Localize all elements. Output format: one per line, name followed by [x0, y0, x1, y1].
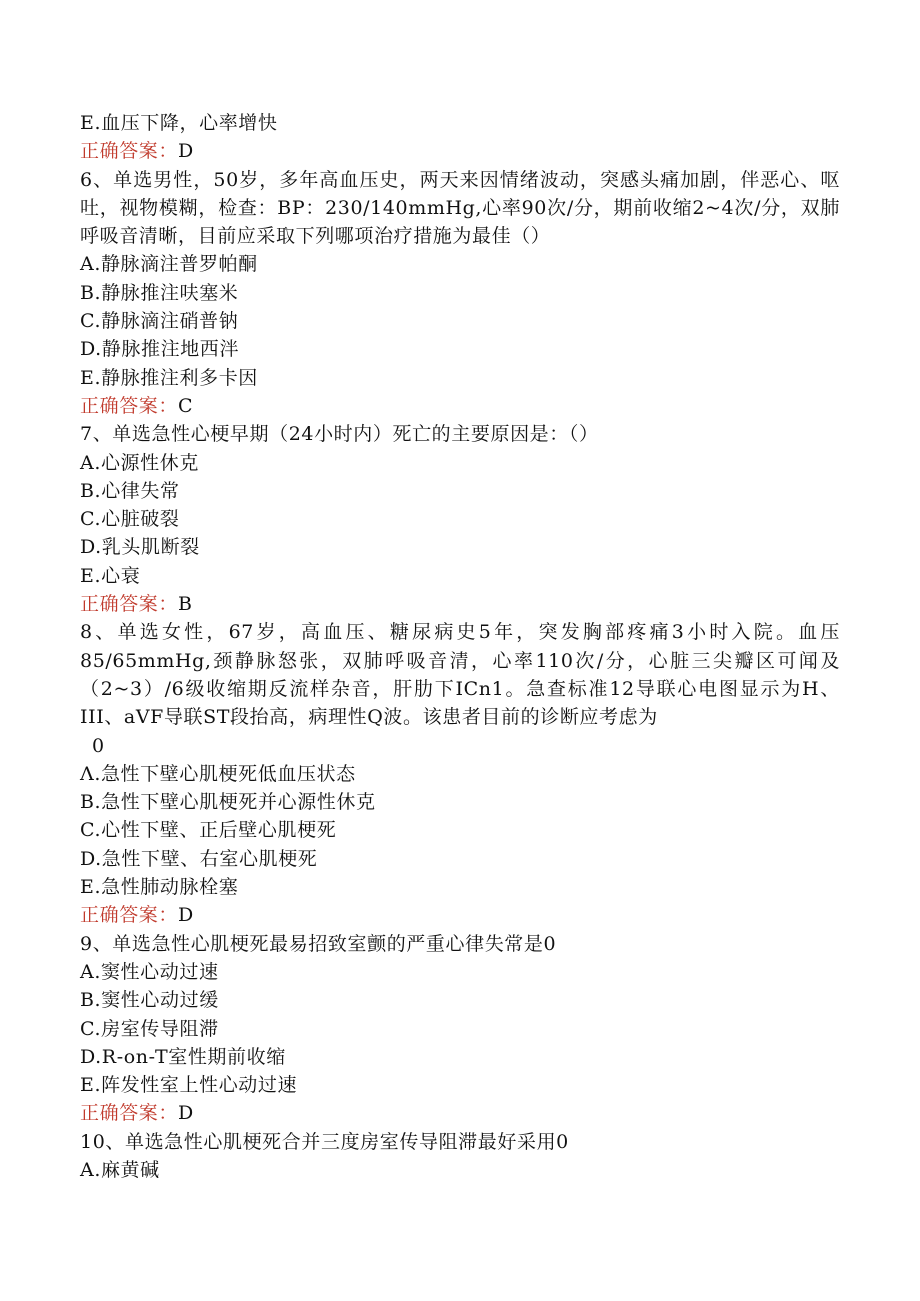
q9-option-b: B.窦性心动过缓: [80, 989, 219, 1012]
document-page: [80, 109, 840, 1184]
q9-option-a: A.窦性心动过速: [80, 960, 219, 983]
answer-value: B: [178, 593, 193, 616]
q8-answer: [80, 901, 840, 929]
q9-option-c: C.房室传导阻滞: [80, 1017, 219, 1040]
q9-option-d: D.R-on-T室性期前收缩: [80, 1045, 286, 1068]
q7-stem: 7、单选急性心梗早期（24小时内）死亡的主要原因是：（）: [80, 423, 599, 446]
q6-option-a: A.静脉滴注普罗帕酮: [80, 253, 258, 276]
q7-option-d: D.乳头肌断裂: [80, 536, 200, 559]
answer-value: C: [178, 394, 194, 417]
q6-option-c: C.静脉滴注硝普钠: [80, 310, 239, 333]
q6-stem: 6、单选男性，50岁，多年高血压史，两天来因情绪波动，突感头痛加剧，伴恶心、呕吐，视物模糊，检查：BP：230/140mmHg,心率90次/分，期前收缩2~4次/分，双肺呼吸音清晰，目前应采取下列哪项治疗措施为最佳（）: [80, 168, 840, 248]
answer-label: 正确答案：: [80, 394, 179, 417]
answer-label: 正确答案：: [80, 140, 179, 163]
answer-label: 正确答案：: [80, 593, 179, 616]
answer-label: 正确答案：: [80, 1102, 179, 1125]
q8-option-c: C.心性下壁、正后壁心肌梗死: [80, 819, 337, 842]
q7-option-a: A.心源性休克: [80, 451, 199, 474]
q8-option-b: B.急性下壁心肌梗死并心源性休克: [80, 791, 376, 814]
q7-answer: [80, 590, 840, 618]
q7-option-e: E.心衰: [80, 564, 141, 587]
q8-stem: 8、单选女性，67岁，高血压、糖尿病史5年，突发胸部疼痛3小时入院。血压85/65mmHg,颈静脉怒张，双肺呼吸音清，心率110次/分，心脏三尖瓣区可闻及（2~3）/6级收缩期反流样杂音，肝肋下ICn1。急查标准12导联心电图显示为H、III、aVF导联ST段抬高，病理性Q波。该患者目前的诊断应考虑为: [80, 621, 840, 729]
q7-option-c: C.心脏破裂: [80, 508, 180, 531]
q5-answer: [80, 137, 840, 165]
q9-answer: [80, 1099, 840, 1127]
q8-option-d: D.急性下壁、右室心肌梗死: [80, 847, 318, 870]
q9-stem: 9、单选急性心肌梗死最易招致室颤的严重心律失常是0: [80, 932, 557, 955]
q6-option-d: D.静脉推注地西泮: [80, 338, 239, 361]
q6-answer: [80, 392, 840, 420]
q10-option-a: A.麻黄碱: [80, 1158, 160, 1181]
q7-option-b: B.心律失常: [80, 479, 180, 502]
q6-option-b: B.静脉推注呋塞米: [80, 281, 239, 304]
q8-option-a: Λ.急性下壁心肌梗死低血压状态: [80, 762, 356, 785]
q8-stem-tail: 0: [92, 734, 105, 757]
q10-stem: 10、单选急性心肌梗死合并三度房室传导阻滞最好采用0: [80, 1130, 569, 1153]
q8-option-e: E.急性肺动脉栓塞: [80, 876, 239, 899]
answer-value: D: [178, 904, 194, 927]
q5-option-e: E.血压下降，心率增快: [80, 112, 278, 134]
q6-option-e: E.静脉推注利多卡因: [80, 366, 258, 389]
answer-label: 正确答案：: [80, 904, 179, 927]
answer-value: D: [178, 140, 194, 163]
answer-value: D: [178, 1102, 194, 1125]
q9-option-e: E.阵发性室上性心动过速: [80, 1074, 298, 1097]
